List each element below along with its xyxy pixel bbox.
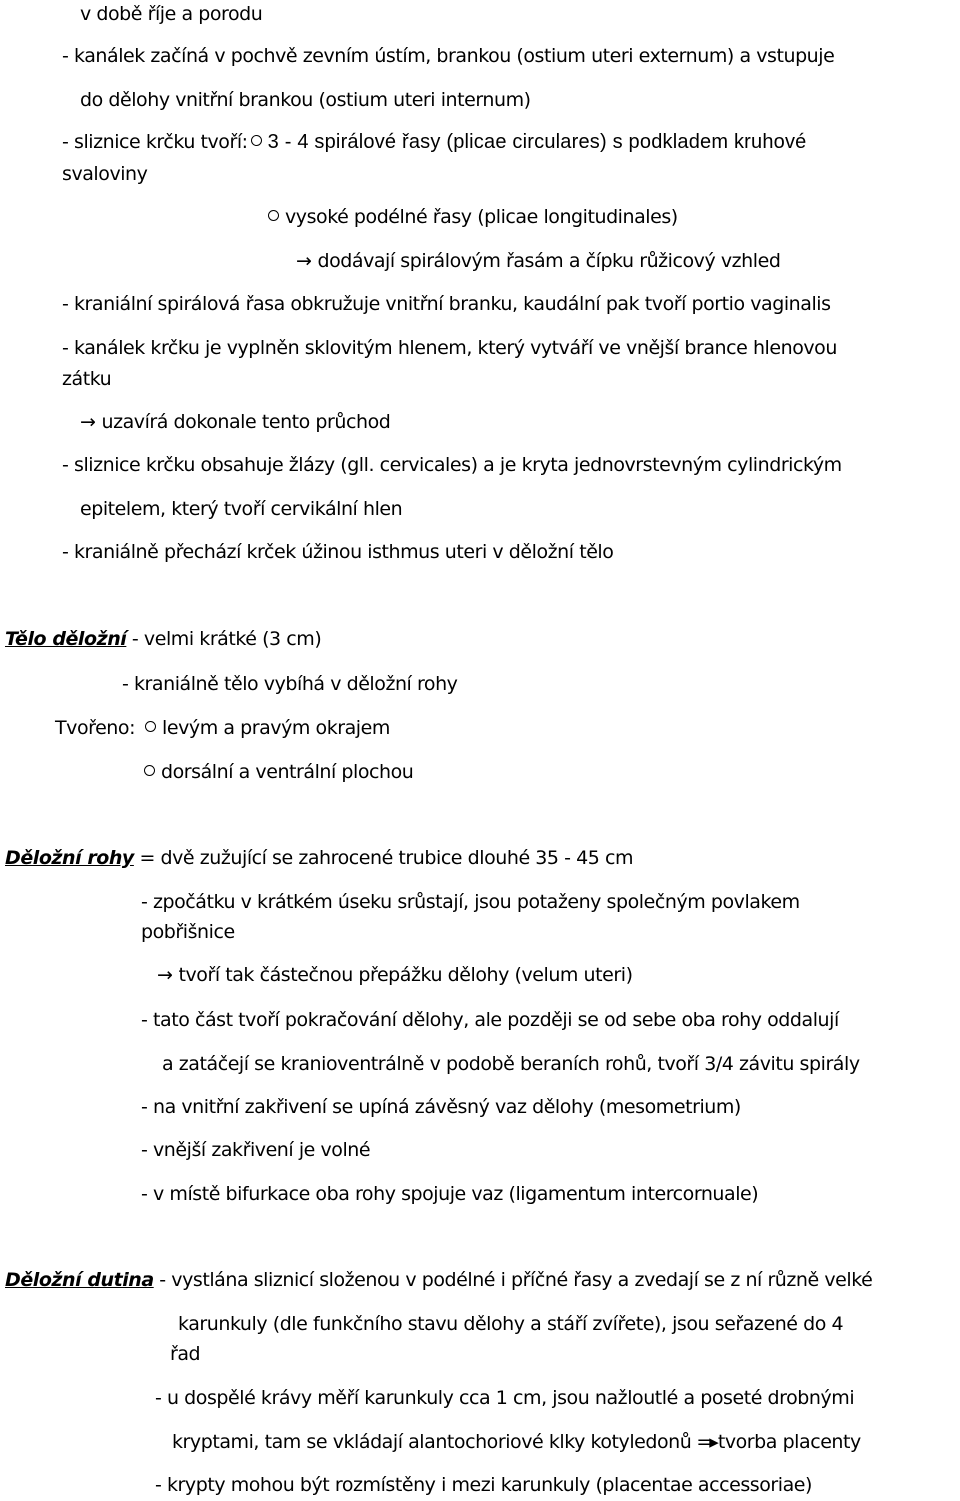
text-span: - vystlána sliznicí složenou v podélné i příčné řasy a zvedají se z ní různě velké bbox=[153, 1269, 873, 1291]
text-span: vysoké podélné řasy (plicae longitudinales) bbox=[285, 206, 678, 228]
text-line bbox=[62, 130, 807, 154]
text-line: - tato část tvoří pokračování dělohy, ale později se od sebe oba rohy oddalují bbox=[141, 1009, 839, 1031]
ring-bullet-icon bbox=[268, 210, 279, 221]
text-line: - kanálek krčku je vyplněn sklovitým hlenem, který vytváří ve vnější brance hlenovou bbox=[62, 337, 837, 359]
text-line: a zatáčejí se kranioventrálně v podobě beraních rohů, tvoří 3/4 závitu spirály bbox=[162, 1053, 860, 1075]
text-line: - kraniálně přechází krček úžinou isthmus uteri v děložní tělo bbox=[62, 541, 614, 563]
text-span: tvorba placenty bbox=[717, 1431, 861, 1453]
text-line: - v místě bifurkace oba rohy spojuje vaz (ligamentum intercornuale) bbox=[141, 1183, 759, 1205]
ring-bullet-icon bbox=[251, 135, 262, 146]
text-line: do dělohy vnitřní brankou (ostium uteri internum) bbox=[80, 89, 531, 111]
text-line: zátku bbox=[62, 368, 112, 390]
text-line bbox=[172, 1430, 861, 1454]
section-rohy bbox=[5, 846, 633, 870]
text-line: epitelem, který tvoří cervikální hlen bbox=[80, 498, 403, 520]
right-arrow-icon: → bbox=[296, 250, 312, 272]
section-heading: Děložní dutina bbox=[5, 1269, 154, 1291]
text-line: - krypty mohou být rozmístěny i mezi karunkuly (placentae accessoriae) bbox=[155, 1474, 812, 1496]
text-line: řad bbox=[170, 1343, 201, 1365]
text-span: kryptami, tam se vkládají alantochoriové klky kotyledonů bbox=[172, 1431, 692, 1453]
text-span: = dvě zužující se zahrocené trubice dlouhé 35 - 45 cm bbox=[133, 847, 634, 869]
text-span: Tvořeno: bbox=[55, 717, 136, 739]
text-span: tvoří tak částečnou přepážku dělohy (velum uteri) bbox=[178, 964, 633, 986]
text-line: - zpočátku v krátkém úseku srůstají, jsou potaženy společným povlakem bbox=[141, 891, 800, 913]
text-span: uzavírá dokonale tento průchod bbox=[101, 411, 391, 433]
text-line bbox=[80, 410, 390, 434]
text-line: - vnější zakřivení je volné bbox=[141, 1139, 371, 1161]
section-dutina bbox=[5, 1268, 872, 1292]
text-line: - kanálek začíná v pochvě zevním ústím, brankou (ostium uteri externum) a vstupuje bbox=[62, 45, 835, 67]
text-line bbox=[296, 249, 780, 273]
section-heading: Tělo děložní bbox=[5, 628, 127, 650]
section-heading: Děložní rohy bbox=[5, 847, 134, 869]
text-line bbox=[157, 963, 633, 987]
text-line: pobřišnice bbox=[141, 921, 235, 943]
text-line: - kraniální spirálová řasa obkružuje vnitřní branku, kaudální pak tvoří portio vaginalis bbox=[62, 293, 831, 315]
text-line: - sliznice krčku obsahuje žlázy (gll. cervicales) a je kryta jednovrstevným cylindrickým bbox=[62, 454, 842, 476]
text-line: svaloviny bbox=[62, 163, 148, 185]
ring-bullet-icon bbox=[144, 765, 155, 776]
section-telo bbox=[5, 627, 321, 651]
text-line bbox=[141, 760, 413, 784]
text-line: - na vnitřní zakřivení se upíná závěsný vaz dělohy (mesometrium) bbox=[141, 1096, 741, 1118]
text-line bbox=[265, 205, 678, 229]
text-span: dodávají spirálovým řasám a čípku růžicový vzhled bbox=[317, 250, 781, 272]
text-line: karunkuly (dle funkčního stavu dělohy a stáří zvířete), jsou seřazené do 4 bbox=[178, 1313, 844, 1335]
text-line: v době říje a porodu bbox=[80, 3, 263, 25]
text-span: - sliznice krčku tvoří: bbox=[62, 131, 248, 153]
text-line: - u dospělé krávy měří karunkuly cca 1 cm, jsou nažloutlé a poseté drobnými bbox=[155, 1387, 855, 1409]
right-arrow-icon: → bbox=[80, 411, 96, 433]
text-span: dorsální a ventrální plochou bbox=[161, 761, 414, 783]
text-span: levým a pravým okrajem bbox=[162, 717, 390, 739]
implies-arrow-icon: =▸ bbox=[696, 1431, 716, 1453]
ring-bullet-icon bbox=[145, 721, 156, 732]
right-arrow-icon: → bbox=[157, 964, 173, 986]
text-line: - kraniálně tělo vybíhá v děložní rohy bbox=[122, 673, 458, 695]
text-line bbox=[55, 716, 390, 740]
text-span: 3 - 4 spirálové řasy (plicae circulares) s podkladem kruhové bbox=[267, 131, 807, 153]
text-span: - velmi krátké (3 cm) bbox=[126, 628, 322, 650]
